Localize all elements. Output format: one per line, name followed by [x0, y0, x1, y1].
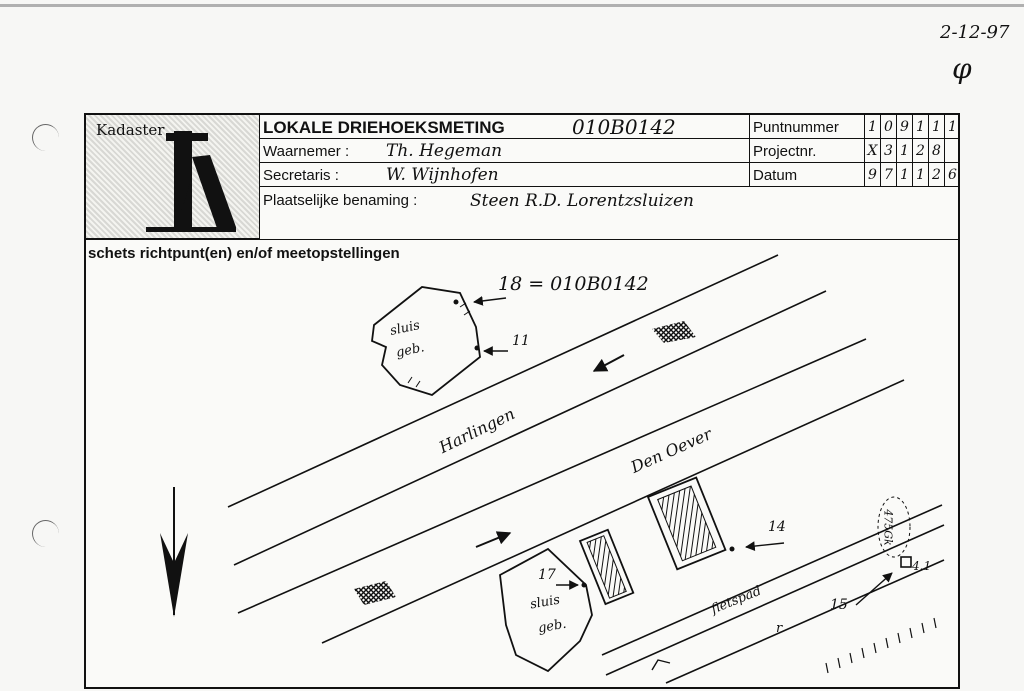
digit: 9 [864, 163, 880, 186]
secretaris-value: W. Wijnhofen [386, 165, 499, 185]
point-14-label: 14 [768, 519, 786, 535]
sluis-bottom-label: sluis [528, 592, 562, 613]
side-number: 4.1 [912, 559, 932, 573]
road-line [666, 560, 944, 683]
kerb-mark [652, 660, 670, 670]
marker-r-label: r [776, 621, 783, 636]
initials-mark: φ [952, 52, 972, 85]
digit: 8 [928, 139, 944, 162]
hatched-patch [354, 581, 396, 605]
waarnemer-label: Waarnemer : [263, 143, 350, 160]
kerb-ticks [826, 618, 936, 673]
digit: 0 [880, 115, 896, 138]
datum-label: Datum [753, 167, 798, 184]
digit: 6 [944, 163, 960, 186]
waarnemer-value: Th. Hegeman [386, 141, 503, 161]
digit: 7 [880, 163, 896, 186]
point-18-label: 18 = 010B0142 [498, 273, 649, 295]
road-label-harlingen: Harlingen [435, 404, 518, 457]
digit: 1 [912, 115, 928, 138]
sluis-top-label: sluis [388, 318, 422, 339]
point-11-dot [475, 346, 480, 351]
digit: 9 [896, 115, 912, 138]
digit: 1 [928, 115, 944, 138]
road-line [606, 525, 944, 675]
plaats-label: Plaatselijke benaming : [263, 192, 418, 209]
digit: 1 [896, 139, 912, 162]
survey-sheet [84, 113, 960, 689]
geb-top-label: geb. [394, 340, 426, 361]
road-line [234, 291, 826, 565]
punch-hole [32, 520, 59, 547]
digit: 3 [880, 139, 896, 162]
punch-hole [32, 124, 59, 151]
digit: 2 [928, 163, 944, 186]
point-18-dot [454, 300, 459, 305]
digit: 1 [896, 163, 912, 186]
secretaris-label: Secretaris : [263, 167, 339, 184]
point-15-label: 15 [830, 597, 848, 613]
digit: 1 [912, 163, 928, 186]
scan-top-edge [0, 4, 1024, 7]
sketch-caption: schets richtpunt(en) en/of meetopstellingen [88, 245, 400, 262]
digit: 2 [912, 139, 928, 162]
road-line [322, 380, 904, 643]
digit: 1 [944, 115, 960, 138]
geb-bottom-label: geb. [536, 616, 568, 637]
digit: X [864, 139, 880, 162]
fietspad-label: fietspad [709, 583, 764, 618]
sluis-building-top [372, 287, 480, 395]
road-label-den-oever: Den Oever [627, 424, 715, 477]
point-14-dot [730, 547, 735, 552]
date-stamp: 2-12-97 [940, 22, 1010, 43]
form-title-code: 010B0142 [572, 115, 676, 139]
digit: 1 [864, 115, 880, 138]
point-17-dot [582, 583, 587, 588]
side-note: 475Gk [881, 509, 895, 546]
point-17-label: 17 [538, 567, 556, 583]
north-arrow [160, 487, 188, 617]
logo-brand: Kadaster [96, 121, 165, 139]
form-title: LOKALE DRIEHOEKSMETING [263, 118, 505, 137]
site-sketch [86, 115, 958, 687]
point-15-box [901, 557, 911, 567]
plaats-value: Steen R.D. Lorentzsluizen [470, 191, 694, 211]
projectnr-label: Projectnr. [753, 143, 817, 160]
hatched-patch [652, 321, 696, 343]
puntnummer-label: Puntnummer [753, 119, 839, 136]
point-11-label: 11 [512, 333, 530, 349]
